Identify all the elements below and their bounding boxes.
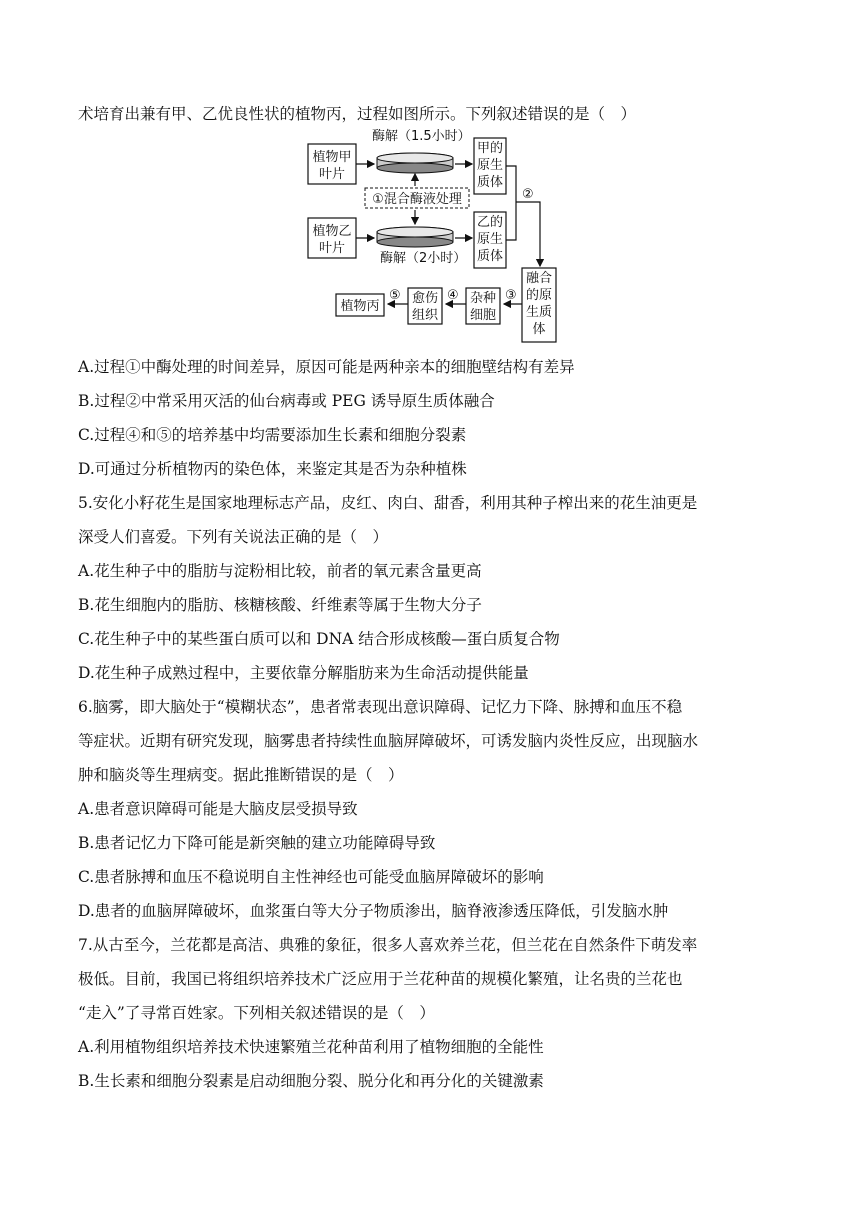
option-a-q7: A.利用植物组织培养技术快速繁殖兰花种苗利用了植物细胞的全能性 — [78, 1038, 544, 1056]
protoplast-b-label-3: 质体 — [476, 249, 504, 264]
plant-c-label: 植物丙 — [340, 299, 380, 314]
option-a-q6: A.患者意识障碍可能是大脑皮层受损导致 — [78, 800, 358, 818]
plant-a-label-1: 植物甲 — [312, 150, 352, 165]
protoplast-a-label-3: 质体 — [476, 175, 504, 190]
enzyme-b-label: 酶解（2小时） — [380, 251, 467, 266]
step-3-label: ③ — [505, 288, 517, 303]
petri-dish-a-icon — [377, 153, 453, 173]
plant-b-label-2: 叶片 — [318, 241, 346, 256]
option-d-q5: D.花生种子成熟过程中，主要依靠分解脂肪来为生命活动提供能量 — [78, 664, 529, 682]
hybrid-label-2: 细胞 — [469, 308, 497, 323]
option-b-q5: B.花生细胞内的脂肪、核糖核酸、纤维素等属于生物大分子 — [78, 596, 482, 614]
step-2-label: ② — [522, 187, 534, 202]
question-7-line-1: 7.从古至今，兰花都是高洁、典雅的象征，很多人喜欢养兰花，但兰花在自然条件下萌发率 — [78, 936, 698, 954]
option-b-q6: B.患者记忆力下降可能是新突触的建立功能障碍导致 — [78, 834, 436, 852]
step-4-label: ④ — [447, 288, 459, 303]
plant-a-label-2: 叶片 — [318, 167, 346, 182]
question-intro: 术培育出兼有甲、乙优良性状的植物丙，过程如图所示。下列叙述错误的是（ ） — [78, 105, 637, 123]
question-7-line-3: “走入”了寻常百姓家。下列相关叙述错误的是（ ） — [78, 1004, 435, 1022]
protoplast-a-label-1: 甲的 — [476, 141, 504, 156]
mixed-enzyme-label: ①混合酶液处理 — [372, 192, 462, 207]
option-c-q4: C.过程④和⑤的培养基中均需要添加生长素和细胞分裂素 — [78, 426, 467, 444]
petri-dish-b-icon — [377, 227, 453, 247]
fused-label-2: 的原 — [525, 288, 553, 303]
protoplast-b-label-1: 乙的 — [476, 215, 504, 230]
fused-label-4: 体 — [532, 322, 546, 337]
option-c-q5: C.花生种子中的某些蛋白质可以和 DNA 结合形成核酸—蛋白质复合物 — [78, 630, 560, 648]
plant-b-label-1: 植物乙 — [312, 224, 352, 239]
fused-label-3: 生质 — [525, 305, 553, 320]
hybrid-label-1: 杂种 — [469, 291, 497, 306]
option-d-q6: D.患者的血脑屏障破坏，血浆蛋白等大分子物质渗出，脑脊液渗透压降低，引发脑水肿 — [78, 902, 669, 920]
question-6-line-2: 等症状。近期有研究发现，脑雾患者持续性血脑屏障破坏，可诱发脑内炎性反应，出现脑水 — [78, 732, 699, 750]
question-5-line-2: 深受人们喜爱。下列有关说法正确的是（ ） — [78, 528, 389, 546]
option-b-q7: B.生长素和细胞分裂素是启动细胞分裂、脱分化和再分化的关键激素 — [78, 1072, 544, 1090]
option-d-q4: D.可通过分析植物丙的染色体，来鉴定其是否为杂种植株 — [78, 460, 467, 478]
option-a-q5: A.花生种子中的脂肪与淀粉相比较，前者的氧元素含量更高 — [78, 562, 482, 580]
protoplast-b-label-2: 原生 — [476, 232, 504, 247]
step-5-label: ⑤ — [389, 288, 401, 303]
callus-label-1: 愈伤 — [411, 291, 439, 306]
fused-label-1: 融合 — [525, 271, 553, 286]
enzyme-a-label: 酶解（1.5小时） — [372, 129, 471, 144]
question-6-line-1: 6.脑雾，即大脑处于“模糊状态”，患者常表现出意识障碍、记忆力下降、脉搏和血压不稳 — [78, 698, 683, 716]
question-7-line-2: 极低。目前，我国已将组织培养技术广泛应用于兰花种苗的规模化繁殖，让名贵的兰花也 — [78, 970, 683, 988]
option-b-q4: B.过程②中常采用灭活的仙台病毒或 PEG 诱导原生质体融合 — [78, 392, 495, 410]
callus-label-2: 组织 — [411, 308, 439, 323]
question-5-line-1: 5.安化小籽花生是国家地理标志产品，皮红、肉白、甜香，利用其种子榨出来的花生油更是 — [78, 494, 698, 512]
option-a-q4: A.过程①中酶处理的时间差异，原因可能是两种亲本的细胞壁结构有差异 — [78, 358, 575, 376]
question-6-line-3: 肿和脑炎等生理病变。据此推断错误的是（ ） — [78, 766, 404, 784]
protoplast-a-label-2: 原生 — [476, 158, 504, 173]
option-c-q6: C.患者脉搏和血压不稳说明自主性神经也可能受血脑屏障破坏的影响 — [78, 868, 544, 886]
protoplast-fusion-diagram — [300, 128, 560, 348]
